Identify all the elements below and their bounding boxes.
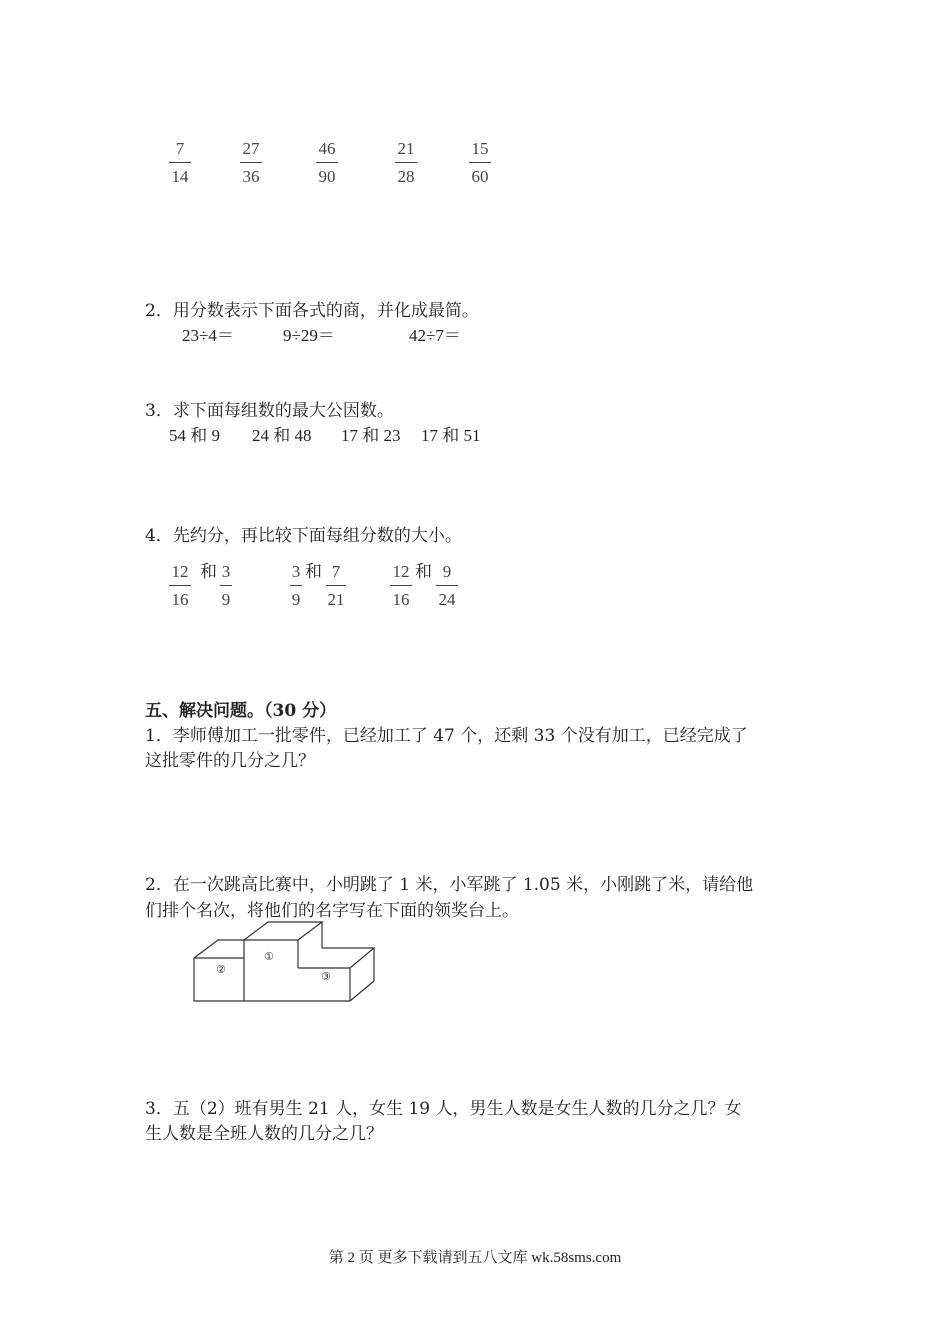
numerator: 3 <box>221 562 231 581</box>
numerator: 21 <box>397 139 415 158</box>
numerator: 3 <box>291 562 301 581</box>
q4-pair2-a <box>290 562 302 610</box>
problem-1-line-2: 这批零件的几分之几？ <box>145 751 315 771</box>
denominator: 16 <box>392 590 410 609</box>
q3-item-1: 54 和 9 <box>169 426 220 445</box>
problem-3-line-1: 3．五（2）班有男生 21 人，女生 19 人，男生人数是女生人数的几分之几？女 <box>145 1099 742 1119</box>
page-footer: 第 2 页 更多下载请到五八文库 wk.58sms.com <box>328 1250 622 1266</box>
q4-pair3-b <box>436 562 458 610</box>
problem-2-line-2: 们排个名次，将他们的名字写在下面的领奖台上。 <box>145 901 519 921</box>
fraction-1 <box>169 139 191 187</box>
numerator: 27 <box>242 139 260 158</box>
numerator: 7 <box>175 139 185 158</box>
and-label: 和 <box>200 562 217 582</box>
denominator: 16 <box>171 590 189 609</box>
q4-pair1-a <box>169 562 191 610</box>
podium-label-first: ① <box>264 950 274 963</box>
denominator: 24 <box>438 590 456 609</box>
denominator: 9 <box>291 590 301 609</box>
section-5-heading: 五、解决问题。（30 分） <box>145 701 337 721</box>
podium-label-third: ③ <box>321 970 331 983</box>
q2-item-2: 9÷29＝ <box>283 326 335 345</box>
question-3-title: 3．求下面每组数的最大公因数。 <box>145 401 394 421</box>
denominator: 90 <box>318 167 336 186</box>
numerator: 12 <box>392 562 410 581</box>
denominator: 9 <box>221 590 231 609</box>
fraction-2 <box>240 139 262 187</box>
denominator: 28 <box>397 167 415 186</box>
fraction-3 <box>316 139 338 187</box>
q2-item-1: 23÷4＝ <box>182 326 234 345</box>
podium-label-second: ② <box>216 963 226 976</box>
q4-pair1-b <box>220 562 232 610</box>
numerator: 12 <box>171 562 189 581</box>
problem-2-line-1: 2．在一次跳高比赛中，小明跳了 1 米，小军跳了 1.05 米，小刚跳了米，请给他 <box>145 875 754 895</box>
numerator: 9 <box>442 562 452 581</box>
q3-item-4: 17 和 51 <box>421 426 481 445</box>
question-2-title: 2．用分数表示下面各式的商，并化成最简。 <box>145 301 479 321</box>
problem-1-line-1: 1．李师傅加工一批零件，已经加工了 47 个，还剩 33 个没有加工，已经完成了 <box>145 726 748 746</box>
problem-3-line-2: 生人数是全班人数的几分之几？ <box>145 1124 383 1144</box>
question-4-title: 4．先约分，再比较下面每组分数的大小。 <box>145 526 462 546</box>
q2-item-3: 42÷7＝ <box>409 326 461 345</box>
denominator: 36 <box>242 167 260 186</box>
numerator: 7 <box>331 562 341 581</box>
podium-diagram <box>190 920 380 1006</box>
fraction-5 <box>469 139 491 187</box>
q4-pair2-b <box>326 562 346 610</box>
denominator: 21 <box>327 590 345 609</box>
q3-item-3: 17 和 23 <box>341 426 401 445</box>
denominator: 60 <box>471 167 489 186</box>
and-label: 和 <box>415 562 432 582</box>
numerator: 15 <box>471 139 489 158</box>
q3-item-2: 24 和 48 <box>252 426 312 445</box>
fraction-4 <box>395 139 417 187</box>
numerator: 46 <box>318 139 336 158</box>
denominator: 14 <box>171 167 189 186</box>
q4-pair3-a <box>390 562 412 610</box>
and-label: 和 <box>305 562 322 582</box>
